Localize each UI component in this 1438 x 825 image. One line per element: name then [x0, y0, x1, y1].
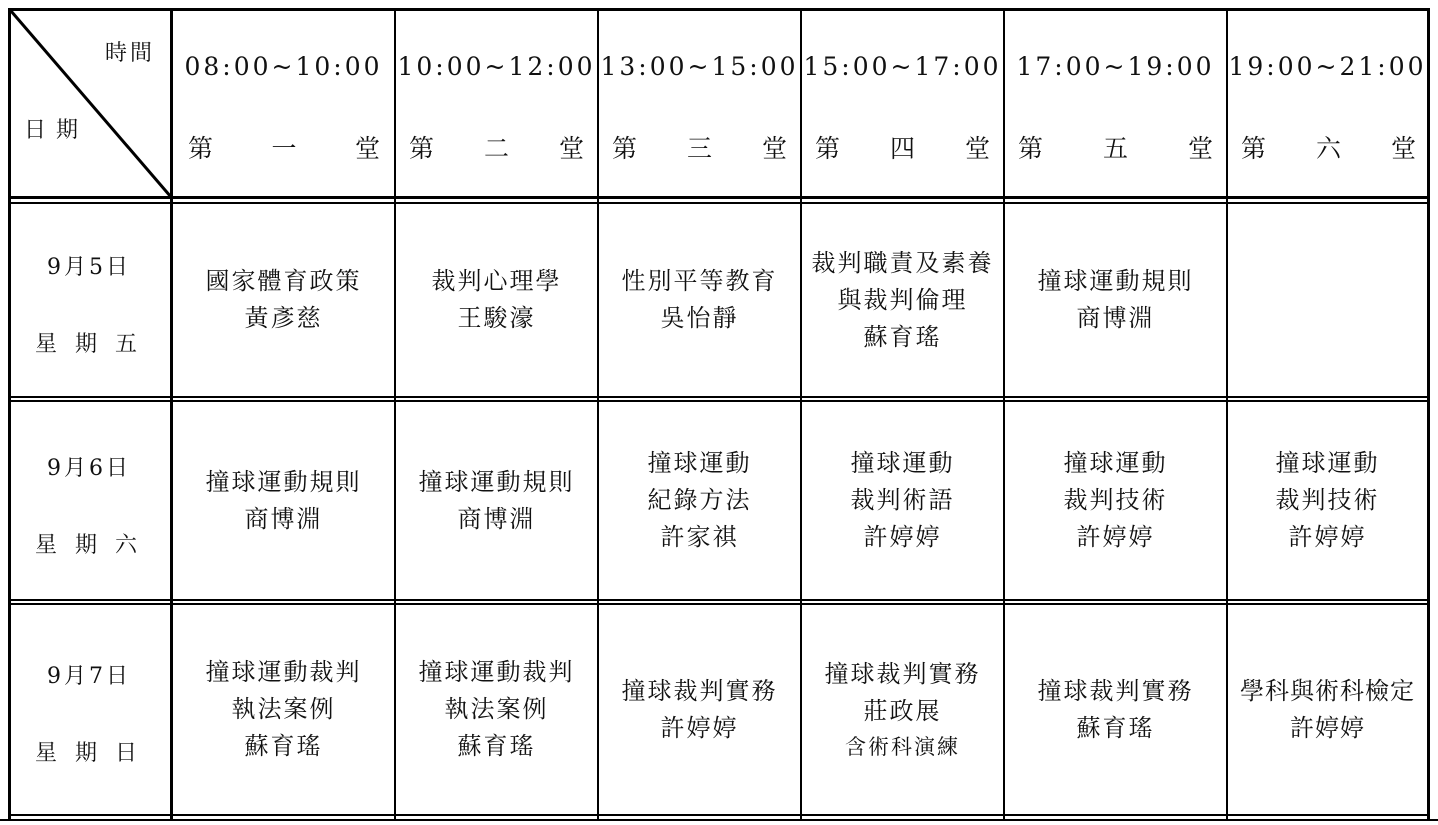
header-divider	[8, 196, 1430, 199]
cell-line: 莊政展	[863, 696, 942, 725]
schedule-cell	[599, 605, 800, 814]
period-name	[188, 129, 380, 165]
cell-line: 執法案例	[231, 695, 336, 723]
cell-line: 撞球運動裁判	[418, 658, 575, 686]
cell-line: 撞球裁判實務	[1037, 676, 1194, 705]
period-name	[1018, 129, 1213, 165]
schedule-cell	[802, 605, 1003, 814]
day-weekday: 星期六	[34, 533, 155, 558]
schedule-cell	[396, 605, 597, 814]
border-top	[8, 8, 1430, 11]
cell-line: 學科與術科檢定	[1240, 676, 1415, 705]
period-name-char: 二	[483, 134, 509, 163]
cell-line: 撞球運動	[850, 449, 955, 477]
period-name-char: 五	[1102, 134, 1128, 163]
cell-line: 蘇育瑤	[1076, 713, 1155, 742]
cell-line: 裁判職責及素養	[811, 248, 994, 277]
corner-time-label: 時間	[105, 41, 156, 66]
border-bottom-outer	[0, 819, 1438, 821]
cell-line: 許家祺	[660, 523, 739, 551]
period-time: 13:00~15:00	[600, 52, 799, 81]
day-weekday: 星期五	[34, 332, 155, 357]
cell-line: 國家體育政策	[205, 267, 362, 295]
cell-line: 撞球運動	[1275, 449, 1380, 477]
period-time: 10:00~12:00	[397, 52, 596, 81]
period-name-char: 三	[686, 134, 712, 163]
schedule-cell	[802, 402, 1003, 599]
cell-line: 與裁判倫理	[837, 285, 968, 314]
cell-line: 蘇育瑤	[863, 322, 942, 351]
period-name-char: 第	[1241, 134, 1267, 163]
schedule-cell	[173, 204, 394, 396]
period-name-char: 堂	[1187, 134, 1213, 163]
cell-line: 撞球運動規則	[205, 467, 362, 496]
cell-line: 商博淵	[244, 504, 323, 533]
period-time: 17:00~19:00	[1016, 52, 1215, 81]
period-name-char: 第	[188, 134, 214, 163]
cell-line: 裁判術語	[850, 486, 955, 514]
corner-date-label: 日期	[24, 118, 89, 143]
period-name	[1241, 129, 1416, 165]
schedule-cell	[599, 204, 800, 396]
cell-line: 撞球運動	[647, 449, 752, 477]
border-right	[1427, 8, 1430, 819]
cell-line: 撞球裁判實務	[824, 659, 981, 688]
period-name	[409, 129, 584, 165]
schedule-cell	[396, 204, 597, 396]
period-name-char: 堂	[558, 134, 584, 163]
cell-line: 許婷婷	[1076, 523, 1155, 551]
row-divider-2	[8, 599, 1430, 601]
cell-line: 許婷婷	[1288, 523, 1367, 551]
period-name-char: 堂	[761, 134, 787, 163]
cell-line: 許婷婷	[1290, 713, 1365, 742]
schedule-cell	[173, 402, 394, 599]
schedule-cell	[173, 605, 394, 814]
day-weekday: 星期日	[34, 741, 155, 766]
cell-line: 撞球運動裁判	[205, 658, 362, 686]
cell-line: 撞球裁判實務	[621, 676, 778, 705]
cell-line: 許婷婷	[660, 713, 739, 742]
schedule-cell	[1005, 204, 1226, 396]
cell-line: 蘇育瑤	[244, 732, 323, 760]
cell-line: 性別平等教育	[621, 267, 778, 295]
period-name-char: 堂	[354, 134, 380, 163]
cell-line: 許婷婷	[863, 523, 942, 551]
cell-line: 執法案例	[444, 695, 549, 723]
border-bottom	[8, 814, 1430, 816]
cell-line: 裁判心理學	[431, 267, 562, 295]
cell-line: 撞球運動規則	[418, 467, 575, 496]
schedule-cell	[396, 402, 597, 599]
period-name	[815, 129, 990, 165]
cell-line: 王駿濠	[457, 304, 536, 332]
period-name-char: 四	[889, 134, 915, 163]
period-name-char: 第	[409, 134, 435, 163]
cell-line: 紀錄方法	[647, 486, 752, 514]
schedule-cell-empty	[1228, 204, 1427, 396]
cell-line: 黃彥慈	[244, 304, 323, 332]
period-name-char: 六	[1315, 134, 1341, 163]
schedule-cell	[1228, 605, 1427, 814]
schedule-cell	[1005, 605, 1226, 814]
cell-line: 裁判技術	[1275, 486, 1380, 514]
period-name-char: 堂	[1390, 134, 1416, 163]
schedule-cell	[1005, 402, 1226, 599]
period-name	[612, 129, 787, 165]
cell-line: 商博淵	[457, 504, 536, 533]
period-name-char: 第	[1018, 134, 1044, 163]
period-name-char: 第	[815, 134, 841, 163]
day-date: 9月7日	[47, 664, 131, 689]
cell-line: 商博淵	[1076, 304, 1155, 332]
period-name-char: 堂	[964, 134, 990, 163]
corner-diagonal	[0, 0, 175, 200]
day-date: 9月5日	[47, 255, 131, 280]
schedule-cell	[802, 204, 1003, 396]
period-time: 19:00~21:00	[1228, 52, 1427, 81]
period-name-char: 第	[612, 134, 638, 163]
cell-line: 蘇育瑤	[457, 732, 536, 760]
period-time: 08:00~10:00	[184, 52, 383, 81]
schedule-cell	[1228, 402, 1427, 599]
cell-line: 吳怡靜	[660, 304, 739, 332]
cell-note: 含術科演練	[845, 734, 960, 759]
period-name-char: 一	[271, 134, 297, 163]
row-divider-1	[8, 396, 1430, 398]
cell-line: 撞球運動	[1063, 449, 1168, 477]
period-time: 15:00~17:00	[803, 52, 1002, 81]
cell-line: 撞球運動規則	[1037, 267, 1194, 295]
schedule-cell	[599, 402, 800, 599]
day-date: 9月6日	[47, 456, 131, 481]
cell-line: 裁判技術	[1063, 486, 1168, 514]
